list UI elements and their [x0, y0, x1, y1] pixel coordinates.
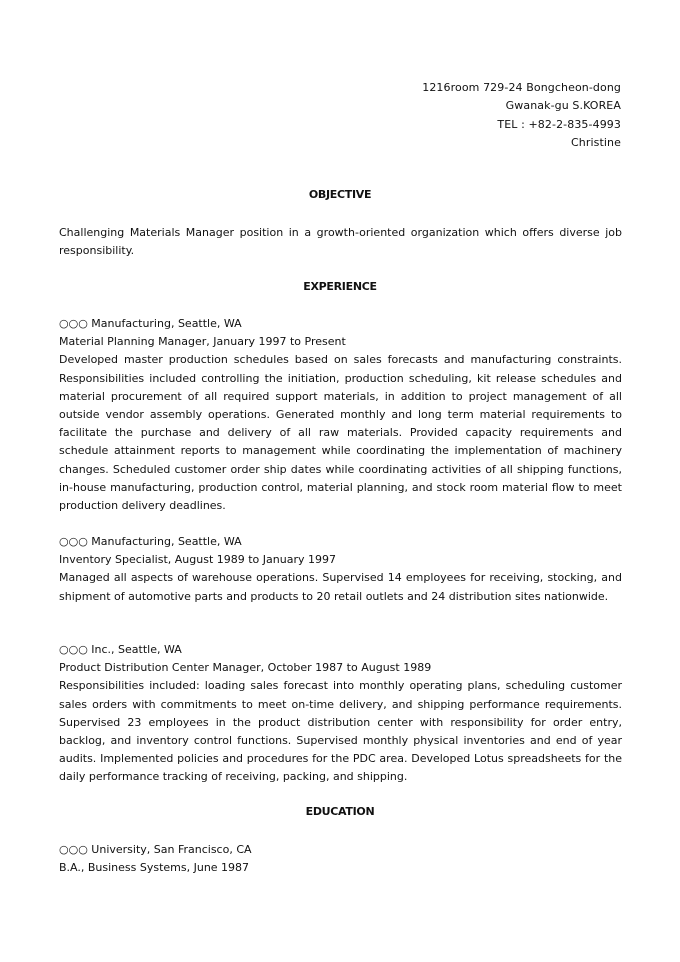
contact-address-block [422, 79, 621, 152]
applicant-name: Christine [571, 135, 621, 149]
job-position: Product Distribution Center Manager, October 1987 to August 1989 [59, 661, 432, 675]
education-heading: EDUCATION [305, 805, 375, 818]
job-position: Inventory Specialist, August 1989 to January 1997 [59, 553, 336, 567]
experience-heading: EXPERIENCE [303, 280, 377, 293]
job-description: Managed all aspects of warehouse operations. Supervised 14 employees for receiving, stocking, and shipment of automotive parts and products to 20 retail outlets and 24 distribution sites nationwide. [59, 571, 622, 603]
job-entry [59, 533, 622, 606]
job-company: ○○○ Manufacturing, Seattle, WA [59, 317, 242, 330]
objective-heading: OBJECTIVE [308, 188, 372, 201]
job-company: ○○○ Manufacturing, Seattle, WA [59, 535, 242, 548]
job-description: Developed master production schedules based on sales forecasts and manufacturing constraints. Responsibilities included controlling the initiation, production scheduling, kit release schedules and material procurement of all required support materials, in addition to project management of all outside vendor assembly operations. Generated monthly and long term material requirements to facilitate the purchase and delivery of all raw materials. Provided capacity requirements and schedule attainment reports to management while coordinating the implementation of machinery changes. Scheduled customer order ship dates while coordinating activities of all shipping functions, in-house manufacturing, production control, material planning, and stock room material flow to meet production delivery deadlines. [59, 353, 622, 513]
job-description: Responsibilities included: loading sales forecast into monthly operating plans, scheduling customer sales orders with commitments to meet on-time delivery, and shipping performance requirements. Supervised 23 employees in the product distribution center with responsibility for order entry, backlog, and inventory control functions. Supervised monthly physical inventories and end of year audits. Implemented policies and procedures for the PDC area. Developed Lotus spreadsheets for the daily performance tracking of receiving, packing, and shipping. [59, 679, 622, 784]
address-city: Gwanak-gu S.KOREA [505, 99, 621, 113]
phone-number: TEL : +82-2-835-4993 [497, 117, 621, 131]
education-school: ○○○ University, San Francisco, CA [59, 843, 252, 856]
job-entry [59, 315, 622, 515]
address-street: 1216room 729-24 Bongcheon-dong [422, 81, 621, 94]
education-entry [59, 841, 622, 877]
job-position: Material Planning Manager, January 1997 to Present [59, 335, 346, 349]
education-degree: B.A., Business Systems, June 1987 [59, 861, 250, 875]
objective-text: Challenging Materials Manager position in a growth-oriented organization which offers diverse job responsibility. [59, 226, 622, 258]
job-entry [59, 641, 622, 787]
job-company: ○○○ Inc., Seattle, WA [59, 643, 182, 656]
